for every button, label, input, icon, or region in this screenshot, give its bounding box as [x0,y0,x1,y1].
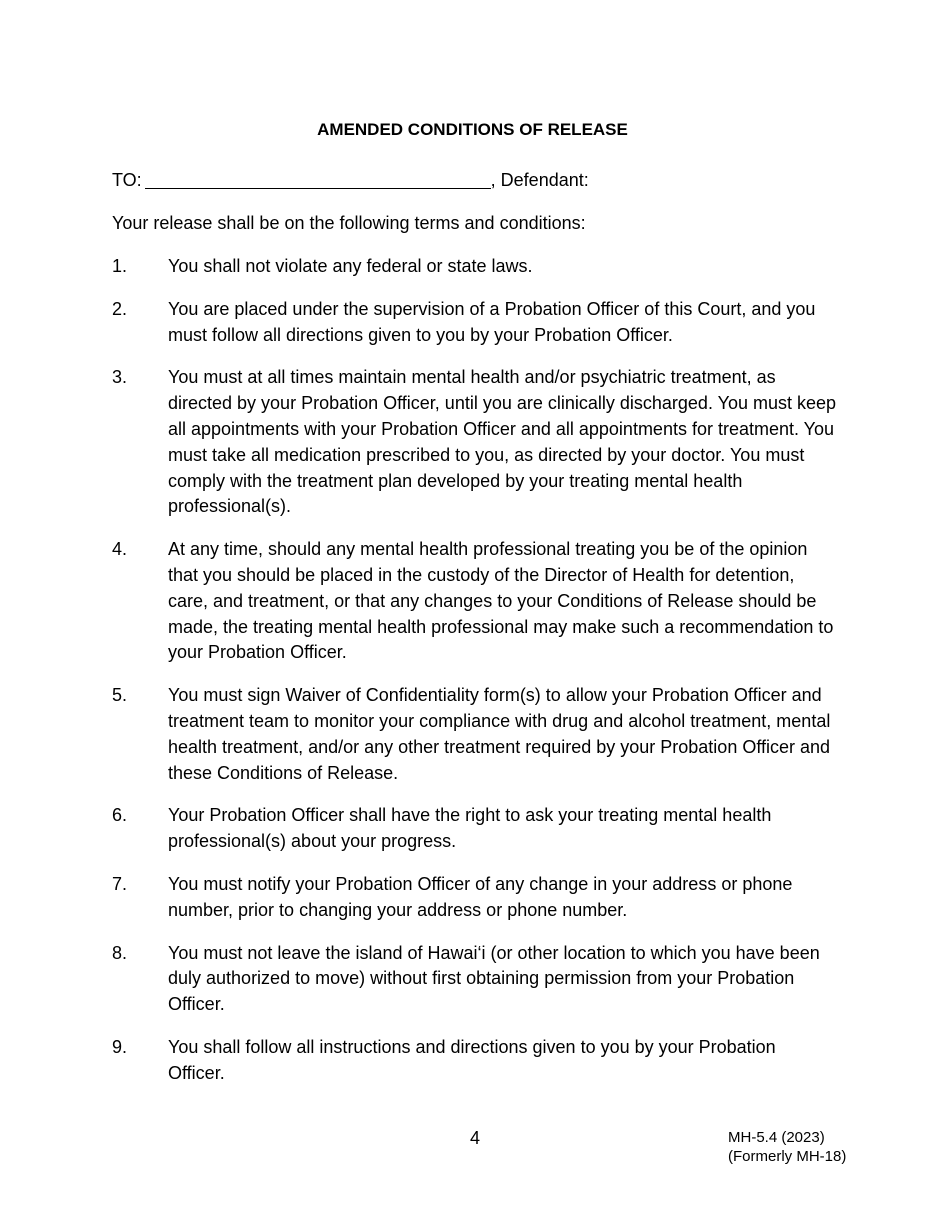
condition-text: Your Probation Officer shall have the right to ask your treating mental health professional(s) about your progress. [168,805,772,852]
condition-text: You shall follow all instructions and directions given to you by your Probation Officer. [168,1036,776,1083]
condition-number: 3. [112,367,128,388]
condition-item [112,537,837,666]
condition-text: You must notify your Probation Officer of any change in your address or phone number, prior to changing your address or phone number. [168,873,793,920]
condition-text: At any time, should any mental health professional treating you be of the opinion that you should be placed in the custody of the Director of Health for detention, care, and treatment, or that any changes to your Conditions of Release should be made, the treating mental health professional may make such a recommendation to your Probation Officer. [168,539,834,663]
condition-number: 5. [112,685,128,706]
condition-text: You shall not violate any federal or state laws. [168,256,533,276]
condition-item [112,1035,837,1087]
condition-item [112,941,837,1018]
page-title: AMENDED CONDITIONS OF RELEASE [317,120,628,139]
form-identifier [728,1128,846,1166]
defendant-label: , Defendant: [490,170,589,190]
condition-text: You are placed under the supervision of a Probation Officer of this Court, and you must follow all directions given to you by your Probation Officer. [168,298,816,345]
condition-item [112,365,837,520]
condition-number: 8. [112,942,128,963]
to-label: TO: [112,170,142,190]
form-number: MH-5.4 (2023) [728,1129,825,1146]
to-line [112,168,589,192]
condition-text: You must sign Waiver of Confidentiality form(s) to allow your Probation Officer and treatment team to monitor your compliance with drug and alcohol treatment, mental health treatment, and/or any other treatment required by your Probation Officer and these Conditions of Release. [168,685,831,783]
defendant-name-blank[interactable] [145,170,491,189]
condition-number: 2. [112,298,128,319]
formerly-number: (Formerly MH-18) [728,1148,847,1165]
condition-number: 1. [112,256,128,276]
condition-number: 9. [112,1036,128,1057]
intro-text: Your release shall be on the following terms and conditions: [112,213,586,233]
condition-text: You must not leave the island of Hawai‘i (or other location to which you have been duly authorized to move) without first obtaining permission from your Probation Officer. [168,942,820,1015]
condition-text: You must at all times maintain mental health and/or psychiatric treatment, as directed by your Probation Officer, until you are clinically discharged. You must keep all appointments with your Probation Officer and all appointments for treatment. You must take all medication prescribed to you, as directed by your doctor. You must comply with the treatment plan developed by your treating mental health professional(s). [168,367,837,517]
condition-item [112,254,837,280]
condition-item [112,297,837,349]
condition-number: 6. [112,805,128,826]
condition-number: 4. [112,539,128,560]
condition-number: 7. [112,873,128,894]
condition-item [112,683,837,786]
conditions-list [112,254,837,1104]
page-number: 4 [469,1128,480,1148]
condition-item [112,803,837,855]
condition-item [112,872,837,924]
